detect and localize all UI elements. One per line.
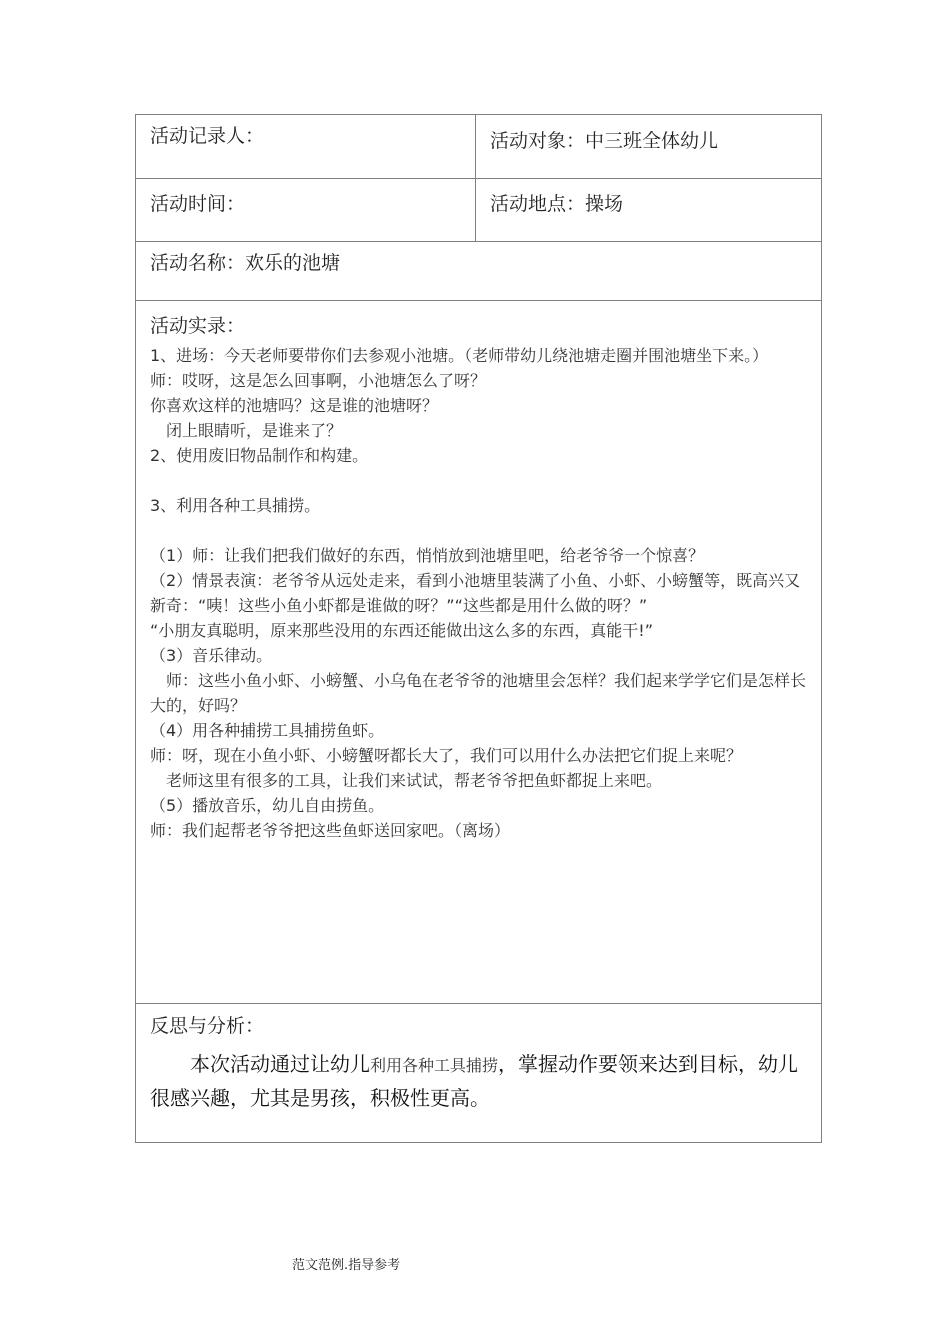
activity-record-table	[135, 114, 822, 1143]
target-label: 活动对象：中三班全体幼儿	[490, 130, 719, 152]
time-cell	[136, 179, 476, 242]
record-line: （2）情景表演：老爷爷从远处走来，看到小池塘里装满了小鱼、小虾、小螃蟹等，既高兴又新奇：“咦！这些小鱼小虾都是谁做的呀？”“这些都是用什么做的呀？”	[150, 571, 801, 615]
record-cell	[136, 301, 822, 1004]
recorder-label: 活动记录人：	[150, 125, 265, 147]
record-line: （3）音乐律动。	[150, 646, 273, 665]
reflection-text-small: 利用各种工具捕捞	[370, 1056, 499, 1075]
reflection-cell	[136, 1004, 822, 1143]
record-line: 师：呀，现在小鱼小虾、小螃蟹呀都长大了，我们可以用什么办法把它们捉上来呢？	[150, 746, 743, 765]
name-cell	[136, 242, 822, 301]
record-line: “小朋友真聪明，原来那些没用的东西还能做出这么多的东西，真能干!”	[150, 621, 653, 640]
record-line: （4）用各种捕捞工具捕捞鱼虾。	[150, 721, 385, 740]
recorder-cell	[136, 115, 476, 179]
record-line: （5）播放音乐，幼儿自由捞鱼。	[150, 796, 385, 815]
record-line: 你喜欢这样的池塘吗？这是谁的池塘呀？	[150, 396, 439, 415]
footer-note: 范文范例.指导参考	[292, 1258, 401, 1273]
record-line	[150, 518, 813, 543]
record-line: 2、使用废旧物品制作和构建。	[150, 446, 369, 465]
record-line: 师：我们起帮老爷爷把这些鱼虾送回家吧。（离场）	[150, 821, 511, 840]
record-line: 师：哎呀，这是怎么回事啊，小池塘怎么了呀？	[150, 371, 487, 390]
reflection-title: 反思与分析：	[150, 1015, 265, 1037]
record-line: 师：这些小鱼小虾、小螃蟹、小乌龟在老爷爷的池塘里会怎样？我们起来学学它们是怎样长大的，好吗？	[150, 671, 807, 715]
reflection-text	[150, 1048, 807, 1114]
record-title: 活动实录：	[150, 315, 246, 337]
record-line	[150, 468, 813, 493]
location-cell	[476, 179, 822, 242]
record-lines	[150, 343, 813, 843]
time-label: 活动时间：	[150, 193, 246, 215]
activity-name-label: 活动名称：欢乐的池塘	[150, 252, 341, 274]
record-line: 闭上眼睛听，是谁来了？	[150, 421, 343, 440]
reflection-text-part2: ，掌握动作要领来达到目标，幼儿很感兴趣，尤其是男孩，积极性更高。	[150, 1052, 799, 1110]
location-label: 活动地点：操场	[490, 193, 624, 215]
record-line: 3、利用各种工具捕捞。	[150, 496, 321, 515]
target-cell	[476, 115, 822, 179]
record-line: 1、进场：今天老师要带你们去参观小池塘。（老师带幼儿绕池塘走圈并围池塘坐下来。）	[150, 346, 769, 365]
record-line: 老师这里有很多的工具，让我们来试试，帮老爷爷把鱼虾都捉上来吧。	[150, 771, 663, 790]
record-line: （1）师：让我们把我们做好的东西，悄悄放到池塘里吧，给老爷爷一个惊喜？	[150, 546, 705, 565]
reflection-text-part1: 本次活动通过让幼儿	[190, 1052, 370, 1076]
